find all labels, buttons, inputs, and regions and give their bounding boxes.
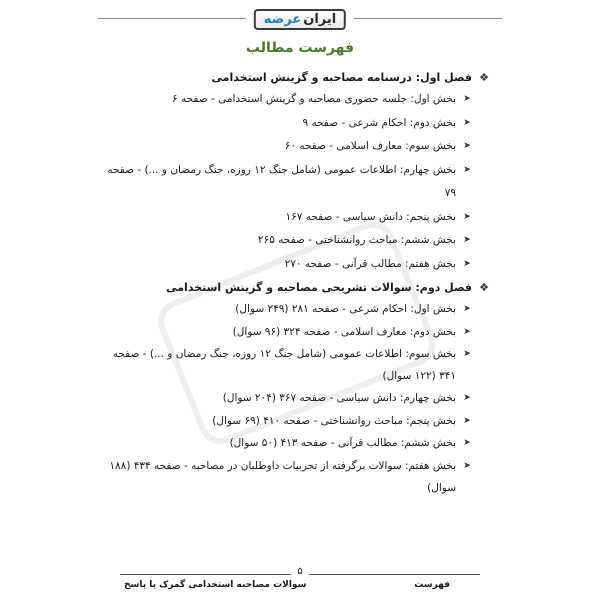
toc-item-text: بخش اول: جلسه حضوری مصاحبه و گزینش استخدامی - صفحه ۶ <box>172 93 456 105</box>
toc-item <box>100 229 484 253</box>
toc-item-text: بخش سوم: معارف اسلامی - صفحه ۶۰ <box>284 140 456 152</box>
chapter-heading-text: فصل دوم: سوالات تشریحی مصاحبه و گزینش استخدامی <box>166 280 472 294</box>
toc-item-text: بخش سوم: اطلاعات عمومی (شامل جنگ ۱۲ روزه، جنگ رمضان و ...) - صفحه ۳۴۱ (۱۲۲ سوال) <box>112 348 456 382</box>
chapter-heading <box>100 66 490 88</box>
toc-item <box>100 298 484 321</box>
footer-section-label: فهرست <box>414 580 450 590</box>
toc-item-text: بخش هفتم: مطالب قرآنی - صفحه ۲۷۰ <box>284 257 456 270</box>
arrow-bullet-icon: ➤ <box>463 460 471 471</box>
toc-item <box>100 410 484 433</box>
toc-item <box>100 387 484 410</box>
chapter-heading-text: فصل اول: درسنامه مصاحبه و گزینش استخدامی <box>211 70 472 84</box>
arrow-bullet-icon: ➤ <box>463 117 471 128</box>
arrow-bullet-icon: ➤ <box>463 326 471 337</box>
toc-item <box>100 321 484 344</box>
toc-item-text: بخش ششم: مباحث روانشناختی - صفحه ۲۶۵ <box>257 234 456 246</box>
logo-box <box>254 9 346 30</box>
arrow-bullet-icon: ➤ <box>463 211 471 222</box>
arrow-bullet-icon: ➤ <box>463 235 471 245</box>
toc-item-text: بخش چهارم: اطلاعات عمومی (شامل جنگ ۱۲ روزه، جنگ رمضان و ...) - صفحه ۷۹ <box>107 163 456 199</box>
toc-item-text: بخش ششم: مطالب قرآنی - صفحه ۴۱۳ (۵۰ سوال) <box>229 437 456 449</box>
toc-item <box>100 432 484 455</box>
toc-item-text: بخش دوم: احکام شرعی - صفحه ۹ <box>302 116 456 129</box>
toc-item <box>100 159 484 206</box>
arrow-bullet-icon: ➤ <box>463 393 471 403</box>
toc-item <box>100 135 484 159</box>
toc-item <box>100 455 484 500</box>
page-number <box>0 566 600 577</box>
arrow-bullet-icon: ➤ <box>463 141 471 151</box>
chapter-1 <box>100 66 489 276</box>
arrow-bullet-icon: ➤ <box>463 304 471 314</box>
chapter-heading <box>100 276 490 298</box>
footer-book-title: سوالات مصاحبه استخدامی گمرک با پاسخ <box>124 580 307 590</box>
toc-item <box>100 343 484 387</box>
toc-item <box>100 206 484 230</box>
toc-item <box>100 112 484 136</box>
toc-item-text: بخش هفتم: سوالات برگرفته از تجربیات داوطلبان در مصاحبه - صفحه ۴۳۴ (۱۸۸ سوال) <box>109 459 456 494</box>
arrow-bullet-icon: ➤ <box>463 164 471 175</box>
toc-item-text: بخش پنجم: مباحث روانشناختی - صفحه ۴۱۰ (۶۹ سوال) <box>212 414 456 427</box>
arrow-bullet-icon: ➤ <box>463 349 471 359</box>
page-number-text: ۵ <box>291 566 308 577</box>
chapter-2 <box>100 276 489 500</box>
site-logo <box>246 6 354 32</box>
toc-item <box>100 88 484 112</box>
logo-accent-text: عرضه <box>263 11 302 27</box>
table-of-contents <box>100 66 489 500</box>
toc-item-text: بخش دوم: معارف اسلامی - صفحه ۳۲۴ (۹۶ سوال) <box>232 325 456 338</box>
diamond-star-icon: ❖ <box>479 280 489 294</box>
page-title: فهرست مطالب <box>245 40 355 56</box>
toc-item-text: بخش چهارم: دانش سیاسی - صفحه ۳۶۷ (۲۰۴ سوال) <box>222 392 456 404</box>
arrow-bullet-icon: ➤ <box>463 94 471 104</box>
diamond-star-icon: ❖ <box>479 70 489 84</box>
arrow-bullet-icon: ➤ <box>463 258 471 269</box>
toc-item-text: بخش اول: احکام شرعی - صفحه ۲۸۱ (۲۴۹ سوال) <box>235 303 456 315</box>
arrow-bullet-icon: ➤ <box>463 415 471 426</box>
toc-item-text: بخش پنجم: دانش سیاسی - صفحه ۱۶۷ <box>285 210 456 223</box>
logo-text: ایران <box>303 11 337 27</box>
toc-item <box>100 253 484 277</box>
arrow-bullet-icon: ➤ <box>463 438 471 448</box>
